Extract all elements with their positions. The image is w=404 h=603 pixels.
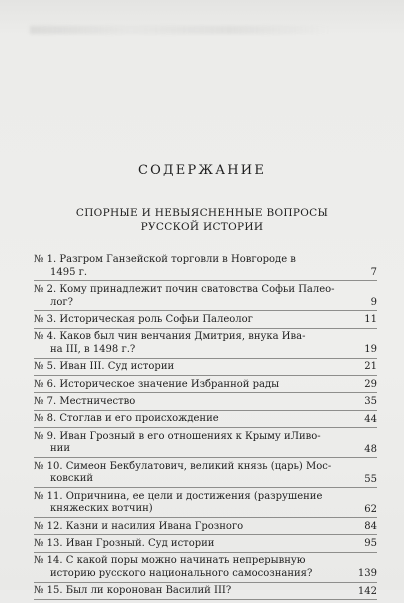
toc-entry-page: 29: [364, 378, 377, 390]
toc-entry-title: Историческое значение Избранной рады: [59, 378, 280, 390]
toc-entry-5: [34, 361, 377, 376]
toc-entry-title-cont: княжеских вотчин): [50, 503, 153, 515]
toc-entry-11: [34, 491, 377, 518]
toc-entry-title: Каков был чин венчания Дмитрия, внука Ива-: [59, 331, 306, 343]
toc-entry-page: 44: [364, 413, 377, 425]
toc-entry-page: 139: [357, 568, 377, 580]
toc-entry-page: 9: [370, 296, 377, 308]
toc-entry-number: № 9.: [34, 430, 57, 442]
toc-entry-7: [34, 396, 377, 411]
toc-entry-number: № 3.: [34, 313, 57, 325]
toc-entry-title: С какой поры можно начинать непрерывную: [65, 555, 306, 567]
toc-entry-page: 21: [364, 361, 377, 373]
toc-entry-number: № 6.: [34, 378, 57, 390]
toc-entry-9: [34, 431, 377, 458]
toc-entry-10: [34, 461, 377, 488]
toc-entry-title: Опричнина, ее цели и достижения (разрушение: [65, 490, 323, 502]
toc-entry-title-cont: на III, в 1498 г.?: [50, 343, 136, 355]
toc-entry-number: № 2.: [34, 283, 57, 295]
toc-entry-title-cont: историю русского национального самосознания?: [50, 568, 313, 580]
toc-entry-1: [34, 254, 377, 281]
toc-entry-number: № 11.: [34, 490, 63, 502]
toc-entry-13: [34, 538, 377, 553]
toc-entry-title: Иван Грозный в его отношениях к Крыму иЛиво-: [59, 430, 321, 442]
toc-entry-page: 7: [370, 266, 377, 278]
toc-entry-page: 48: [364, 443, 377, 455]
toc-entry-8: [34, 413, 377, 428]
toc-entry-number: № 8.: [34, 413, 57, 425]
toc-entry-page: 35: [364, 396, 377, 408]
toc-entry-page: 19: [364, 344, 377, 356]
toc-entry-number: № 13.: [34, 538, 63, 550]
toc-entry-page: 142: [357, 585, 377, 597]
toc-entry-number: № 14.: [34, 555, 63, 567]
toc-entry-number: № 5.: [34, 361, 57, 373]
toc-entry-3: [34, 314, 377, 329]
toc-entry-number: № 7.: [34, 396, 57, 408]
toc-entry-title: Историческая роль Софьи Палеолог: [59, 313, 253, 325]
section-heading: [0, 206, 404, 234]
toc-entry-page: 62: [364, 503, 377, 515]
toc-entry-page: 55: [364, 473, 377, 485]
toc-entry-number: № 12.: [34, 520, 63, 532]
page-top-smudge: [30, 26, 330, 34]
toc-entry-title-cont: нии: [50, 443, 70, 455]
toc-entry-title: Казни и насилия Ивана Грозного: [65, 520, 244, 532]
section-heading-line-1: СПОРНЫЕ И НЕВЫЯСНЕННЫЕ ВОПРОСЫ: [75, 207, 329, 219]
toc-entry-12: [34, 521, 377, 536]
toc-entry-title: Кому принадлежит почин сватовства Софьи Палео-: [59, 283, 335, 295]
toc-entry-14: [34, 555, 377, 582]
toc-entry-15: [34, 585, 377, 600]
section-heading-line-2: РУССКОЙ ИСТОРИИ: [140, 221, 264, 233]
toc-entry-title-cont: лог?: [50, 296, 73, 308]
toc-entry-title: Стоглав и его происхождение: [59, 413, 219, 425]
contents-title: СОДЕРЖАНИЕ: [137, 163, 267, 178]
toc-entry-title: Был ли коронован Василий III?: [65, 585, 232, 597]
toc-entry-page: 84: [364, 520, 377, 532]
toc-entry-page: 95: [364, 538, 377, 550]
toc-entry-number: № 15.: [34, 585, 63, 597]
toc-entry-number: № 1.: [34, 254, 57, 265]
toc-entry-title-cont: ковский: [50, 473, 94, 485]
toc-entry-2: [34, 284, 377, 311]
toc-entry-title: Иван III. Суд истории: [59, 361, 175, 373]
toc-entry-page: 11: [364, 314, 377, 326]
toc-entry-6: [34, 379, 377, 394]
toc-entry-number: № 10.: [34, 460, 63, 472]
toc-entry-title: Разгром Ганзейской торговли в Новгороде в: [59, 254, 296, 265]
table-of-contents: [34, 254, 377, 603]
toc-entry-4: [34, 331, 377, 358]
toc-entry-title-cont: 1495 г.: [50, 266, 88, 278]
toc-entry-title: Симеон Бекбулатович, великий князь (царь) Мос-: [65, 460, 332, 472]
toc-entry-title: Местничество: [59, 396, 136, 408]
toc-entry-number: № 4.: [34, 331, 57, 343]
toc-entry-title: Иван Грозный. Суд истории: [65, 538, 215, 550]
